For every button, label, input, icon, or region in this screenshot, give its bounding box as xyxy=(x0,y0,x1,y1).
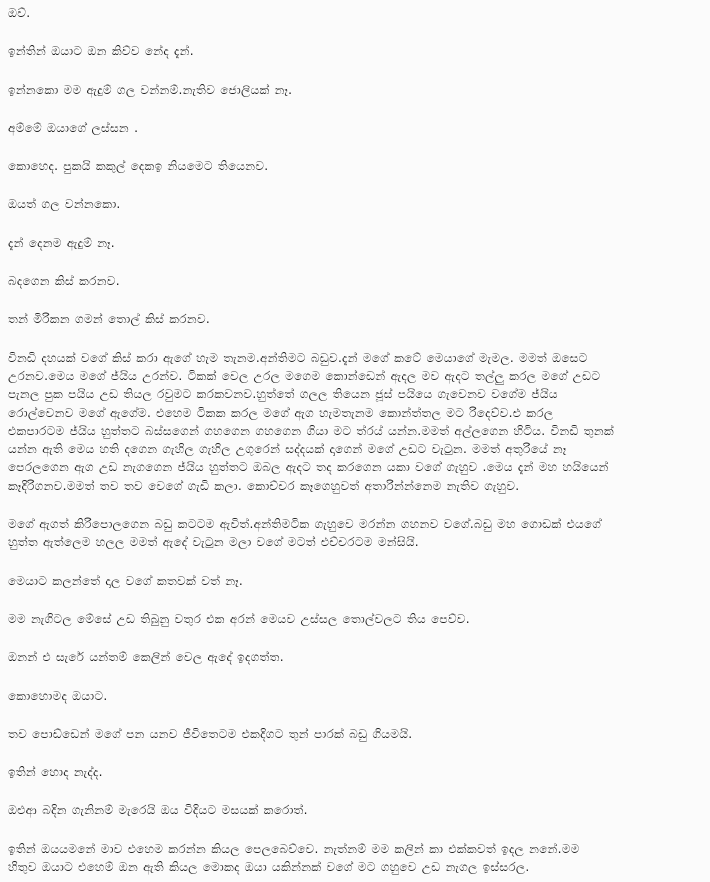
paragraph xyxy=(8,157,696,175)
text-line: ඔළුආ බදින ගැනිනම් මැරෙයි ඔය විදියට මසයක් කරොත්. xyxy=(8,803,308,818)
text-line: ඉන්තින් ඔයාට ඔන කිව්ව නේද දැන්. xyxy=(8,44,194,59)
text-line: හිතුව ඔයාට එහෙම් ඔන ඇති කියල මොකද ඔයා යකින්නක් වගේ මට ගහුවෙ උඩ නැගල ඉස්සරල. xyxy=(8,860,530,875)
text-line: එකපාරටම ජ්යිය හුත්තට බස්සගෙන් ගහගෙන ගහගෙන ගියා මට ත්රය් යන්න.මමත් අල්ලගෙන හිටිය. විනඩි තුනක් xyxy=(8,423,615,438)
text-line: දැන් දෙනම ඇදුම් නෑ. xyxy=(8,235,115,250)
paragraph xyxy=(8,349,696,495)
paragraph xyxy=(8,515,696,552)
text-line: පැනල පුක පයිය උඩ තියල රවුමට කරකවනව.හුත්තේ ගලල තියෙන ජූස් පයියෙ ගැවෙනව වගේම ජ්යිය xyxy=(8,387,558,402)
paragraph xyxy=(8,272,696,290)
text-line: ඉතින් හොද නැද්ද. xyxy=(8,765,103,780)
paragraph xyxy=(8,763,696,781)
paragraph xyxy=(8,840,696,877)
text-line: කොහොමද ඔයාට. xyxy=(8,688,108,703)
text-line: බදගෙන කිස් කරනව. xyxy=(8,274,120,289)
text-line: තන් මිරිකන ගමන් තොල් කිස් කරනව. xyxy=(8,312,211,327)
text-line: විනඩි දහයක් වගේ කිස් කරා ඇගේ හැම තැනම.අන්තිමට බඩුව.දැන් මගේ කටේ මෙයාගේ මැමල. මමත් ඔසෙට xyxy=(8,350,588,365)
paragraph xyxy=(8,801,696,819)
paragraph xyxy=(8,119,696,137)
text-line: උරනව.මෙය මගේ ජ්යිය උරන්ව. ටිකක් වෙල උරල මගෙම කොන්ඩෙන් ඇදල මව ඇදට තල්ලු කරල මගේ උඩට xyxy=(8,368,601,383)
text-line: ඉතින් ඔයයමනේ මාව එහෙම කරන්න කියල පෙලබෙව්වෙ. නැත්නම් මම කලින් කා එක්කවත් ඉදල නනේ.මම xyxy=(8,841,580,856)
paragraph xyxy=(8,81,696,99)
text-line: පෙරලගෙන ඇග උඩ නැගගෙන ජ්යිය හුත්තට ඔබල ඇදට තද කරගෙන යකා වගේ ගැහුව .මෙය දැන් මහ හයියෙන් xyxy=(8,460,609,475)
text-line: රොල්වෙනව මගේ ඇගේම. එහෙම ටිකක කරල මගේ ඇග හැමතැනම කොන්ත්තල මට රිදෙව්ව.එ කරල xyxy=(8,405,554,420)
text-line: කෑදිරිගනව.මමත් තව තව වෙගේ ගැඩි කලා. කොච්චර කෑගෙහුවත් අතාරින්න්නෙම නැතිව ගැහුව. xyxy=(8,478,520,493)
text-line: අම්මේ ඔයාගේ ලස්සන . xyxy=(8,120,139,135)
paragraph xyxy=(8,195,696,213)
text-line: මගේ ඇගත් කිරිපොලගෙන බඩු කටටම ඇවිත්.අන්තිමටික ගැහුවෙ මරන්න ගහනව වගේ.බඩු මහ ගොඩක් එයගේ xyxy=(8,517,602,532)
text-line: මෙයාට කලන්තේ දාල වගේ කතවක් වත් නෑ. xyxy=(8,573,243,588)
paragraph xyxy=(8,572,696,590)
text-line: ඔනන් එ සැරේ යන්තම් කෙලින් වෙල ඇදේ ඉදගත්ත. xyxy=(8,650,284,665)
text-line: මම නැගිටල මේසේ උඩ තිබුනු වතුර එක අරන් මෙයව උස්සල තොල්වලට තිය පෙව්ව. xyxy=(8,611,470,626)
text-line: තව පොඩ්ඩෙන් මගේ පන යනව ජීවිතෙටම එකදිගට තුන් පාරක් බඩු ගියමයි. xyxy=(8,726,413,741)
text-line: ඔව්. xyxy=(8,6,31,20)
text-line: හුත්ත ඇත්ලෙම හලල මමත් ඇදේ වැටුන මලා වගේ මටත් එච්චරටම මන්සියි. xyxy=(8,535,419,550)
text-line: කොහෙද. පුකයි කකුල් දෙකඉ නියමෙට තියෙනව. xyxy=(8,159,269,174)
text-line: ඔයත් ගල වන්නකො. xyxy=(8,197,121,212)
paragraph xyxy=(8,234,696,252)
text-line: ඉන්නකො මම ඇදුම් ගල වන්නම්.නැතිව ජොලියක් නෑ. xyxy=(8,82,293,97)
paragraph xyxy=(8,42,696,60)
paragraph xyxy=(8,687,696,705)
text-line: යන්න ඇති මෙය හති දගෙන ගැහිල ගැහිල උගුරෙන් සද්දයක් දාගෙන් මගේ උඩට වැටුන. මමත් අතුරියේ නෑ xyxy=(8,442,567,457)
paragraph xyxy=(8,4,696,22)
paragraph xyxy=(8,648,696,666)
paragraph xyxy=(8,610,696,628)
paragraph xyxy=(8,310,696,328)
paragraph xyxy=(8,725,696,743)
